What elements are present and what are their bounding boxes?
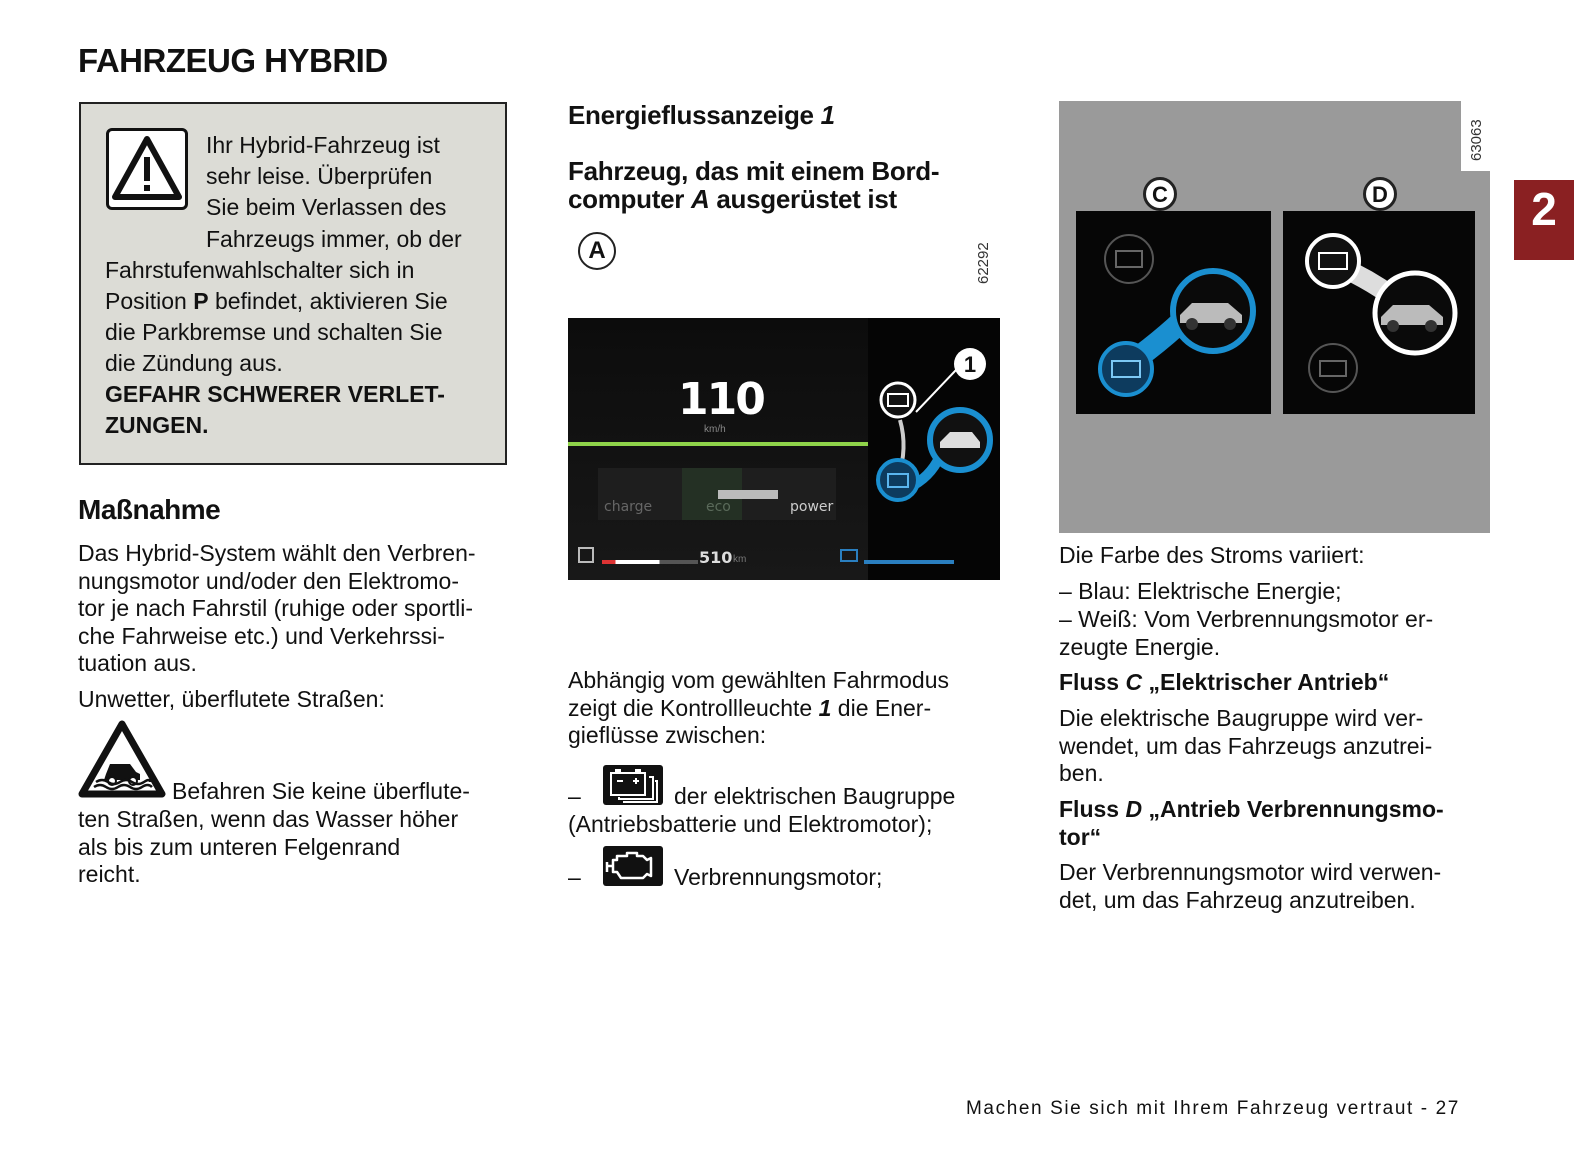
fluss-c-heading: Fluss C „Elektrischer Antrieb“ — [1059, 669, 1390, 695]
fuel-gauge — [602, 560, 698, 564]
speed-value: 110 — [678, 374, 764, 425]
fluss-c-text: Die elektrische Baugruppe wird ver- wendet, um das Fahrzeugs anzutrei- ben. — [1059, 705, 1433, 787]
warning-line: Position P befindet, aktivieren Sie — [105, 288, 448, 314]
warning-danger: ZUNGEN. — [105, 412, 209, 438]
power-indicator — [718, 490, 778, 499]
energy-flow-graphic — [868, 338, 1000, 518]
list-dash: – — [568, 864, 581, 890]
warning-line: die Parkbremse und schalten Sie — [105, 319, 443, 345]
warning-triangle-icon — [106, 128, 188, 210]
warning-line: Sie beim Verlassen des — [206, 194, 447, 220]
battery-icon — [603, 765, 663, 805]
page-title: FAHRZEUG HYBRID — [78, 42, 388, 79]
warning-danger: GEFAHR SCHWERER VERLET- — [105, 381, 445, 407]
fuel-icon — [578, 547, 594, 563]
warning-line: Ihr Hybrid-Fahrzeug ist — [206, 132, 440, 158]
list-dash: – — [568, 783, 581, 809]
warning-line: die Zündung aus. — [105, 350, 283, 376]
fluss-d-heading: Fluss D „Antrieb Verbrennungsmo- tor“ — [1059, 796, 1444, 850]
speed-line — [568, 442, 868, 446]
range-unit: km — [733, 554, 747, 565]
battery-icon — [840, 549, 858, 562]
massnahme-paragraph: Das Hybrid-System wählt den Verbren- nungsmotor und/oder den Elektromo- tor je nach Fahrstil (ruhige oder sportli- che Fahrweise etc.) und Verkehrssi- tuation aus. — [78, 540, 476, 677]
chapter-tab: 2 — [1514, 180, 1574, 260]
image-number: 63063 — [1468, 119, 1485, 161]
engine-icon — [603, 846, 663, 886]
battery-gauge — [864, 560, 954, 564]
warning-line: Fahrstufenwahlschalter sich in — [105, 257, 415, 283]
label-a: A — [578, 232, 616, 270]
label-d: D — [1363, 177, 1397, 211]
energy-flow-modes-image — [1059, 101, 1490, 533]
callout-1: 1 — [963, 352, 977, 377]
subheading: computer A ausgerüstet ist — [568, 184, 897, 214]
bullet-item: zeugte Energie. — [1059, 634, 1221, 660]
flood-text-rest: ten Straßen, wenn das Wasser höher als bis zum unteren Felgenrand reicht. — [78, 806, 459, 888]
energy-flow-heading: Energieflussanzeige 1 — [568, 100, 835, 130]
bullet-item: – Weiß: Vom Verbrennungsmotor er- — [1059, 606, 1434, 632]
list-item-text: Verbrennungsmotor; — [674, 864, 883, 890]
flow-d-graphic — [1283, 211, 1475, 414]
flood-text: Befahren Sie keine überflute- — [172, 778, 470, 804]
image-number: 62292 — [975, 242, 992, 284]
section-heading: Maßnahme — [78, 494, 221, 525]
power-label: power — [790, 499, 834, 515]
warning-line: Fahrzeugs immer, ob der — [206, 226, 462, 252]
range-value: 510 — [699, 548, 733, 567]
warning-line: sehr leise. Überprüfen — [206, 163, 433, 189]
charge-label: charge — [604, 499, 653, 515]
flood-intro: Unwetter, überflutete Straßen: — [78, 686, 385, 712]
list-item-text: (Antriebsbatterie und Elektromotor); — [568, 811, 933, 837]
mode-paragraph: Abhängig vom gewählten Fahrmodus zeigt die Kontrollleuchte 1 die Ener- gieflüsse zwischen: — [568, 667, 950, 749]
flood-warning-icon — [78, 720, 166, 800]
page-footer: Machen Sie sich mit Ihrem Fahrzeug vertraut - 27 — [966, 1098, 1460, 1119]
subheading: Fahrzeug, das mit einem Bord- — [568, 156, 940, 186]
fluss-d-text: Der Verbrennungsmotor wird verwen- det, um das Fahrzeug anzutreiben. — [1059, 859, 1442, 913]
flow-c-graphic — [1076, 211, 1271, 414]
color-intro: Die Farbe des Stroms variiert: — [1059, 542, 1365, 568]
bullet-item: – Blau: Elektrische Energie; — [1059, 578, 1342, 604]
label-c: C — [1143, 177, 1177, 211]
eco-label: eco — [706, 499, 731, 515]
list-item-text: der elektrischen Baugruppe — [674, 783, 956, 809]
speed-unit: km/h — [704, 424, 726, 435]
dashboard-display — [568, 318, 1000, 580]
